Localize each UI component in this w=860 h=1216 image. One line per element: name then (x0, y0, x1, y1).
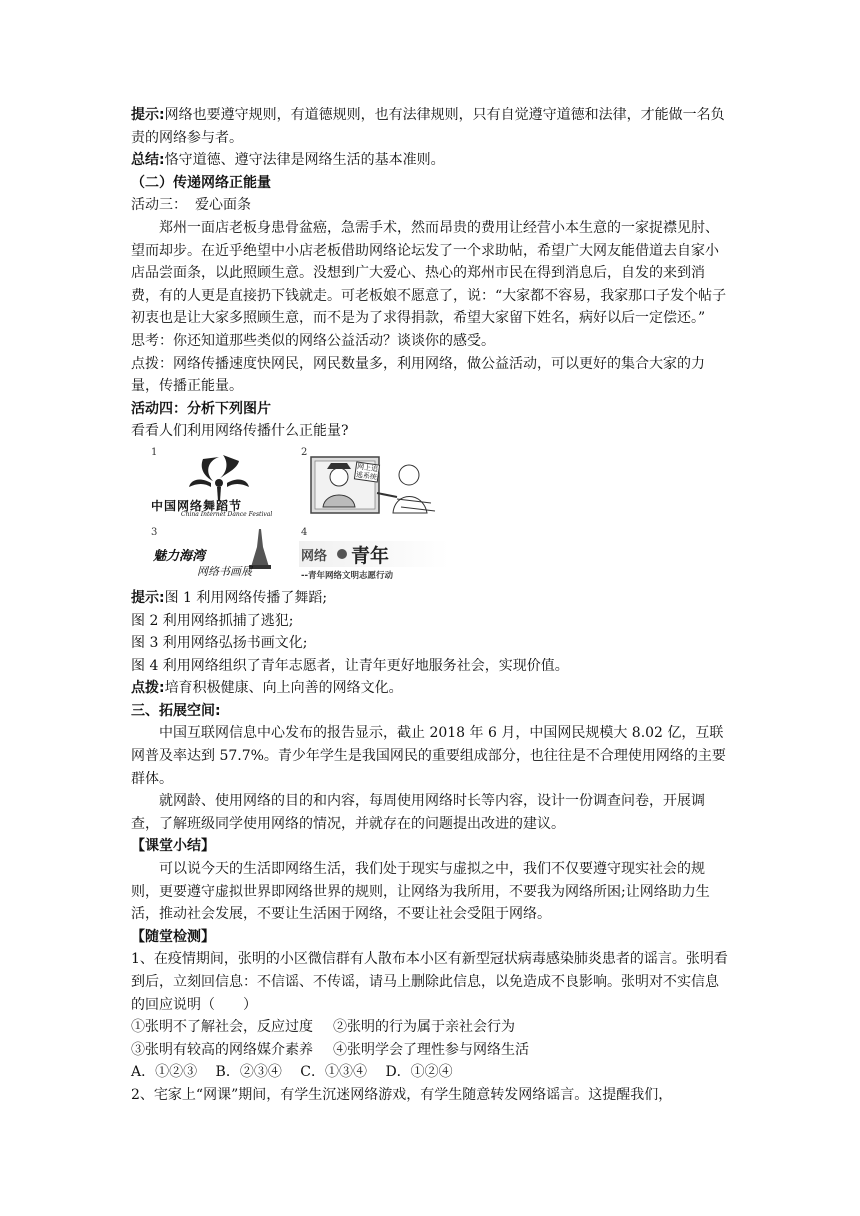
figure-4-banner (299, 541, 449, 567)
figure-4-subtitle: --青年网络文明志愿行动 (301, 570, 394, 581)
question-1: 1、在疫情期间，张明的小区微信群有人散布本小区有新型冠状病毒感染肺炎患者的谣言。张明看到后，立刻回信息：不信谣、不传谣，请马上删除此信息，以免造成不良影响。张明对不实信息的回应说明（ ） (131, 951, 728, 1013)
expand-paragraph-1: 中国互联网信息中心发布的报告显示，截止 2018 年 6 月，中国网民规模大 8.02 亿，互联网普及率达到 57.7%。青少年学生是我国网民的重要组成部分，也往往是不合理使用网络的主要群体。 (131, 725, 726, 787)
figure-2 (297, 447, 447, 519)
figure-number: 2 (301, 446, 308, 458)
class-summary-heading: 【课堂小结】 (131, 838, 215, 855)
figure-3-calligraphy-title: 魅力海湾 (153, 548, 206, 564)
activity-four-question: 看看人们利用网络传播什么正能量? (131, 423, 349, 440)
question-2: 2、宅家上“网课”期间，有学生沉迷网络游戏，有学生随意转发网络谣言。这提醒我们， (131, 1086, 673, 1103)
option-3: ③张明有较高的网络媒介素养 (131, 1041, 313, 1058)
figure-number: 4 (301, 526, 308, 538)
section-heading: （二）传递网络正能量 (131, 174, 271, 191)
activity-three (131, 194, 731, 217)
expand-paragraph-2: 就网龄、使用网络的目的和内容，每周使用网络时长等内容，设计一份调查问卷，开展调查，了解班级同学使用网络的情况，并就存在的问题提出改进的建议。 (131, 793, 705, 832)
document-page (131, 104, 731, 1107)
question-1-options-row-2 (131, 1039, 731, 1062)
point-label: 点拨: (131, 680, 165, 697)
question-1-options-row-1 (131, 1016, 731, 1039)
figure-grid (131, 447, 731, 585)
story-paragraph: 郑州一面店老板身患骨盆癌，急需手术，然而昂贵的费用让经营小本生意的一家捉襟见肘、望而却步。在近乎绝望中小店老板借助网络论坛发了一个求助帖，希望广大网友能借道去自家小店品尝面条，以此照顾生意。没想到广大爱心、热心的郑州市民在得到消息后，自发的来到消费，有的人更是直接扔下钱就走。可老板娘不愿意了，说：“大家都不容易，我家那口子发个帖子初衷也是让大家多照顾生意，而不是为了求得捐款，希望大家留下姓名，病好以后一定偿还。” (131, 219, 727, 327)
option-4: ④张明学会了理性参与网络生活 (333, 1041, 529, 1058)
section-three-heading: 三、拓展空间: (131, 702, 221, 719)
globe-icon (337, 549, 347, 559)
activity-three-label: 活动三： (131, 197, 187, 214)
tip-text: 网络也要遵守规则，有道德规则，也有法律规则，只有自觉遵守道德和法律，才能做一名负责的网络参与者。 (131, 107, 725, 146)
option-1: ①张明不了解社会，反应过度 (131, 1019, 313, 1036)
test-heading: 【随堂检测】 (131, 928, 215, 945)
figure-3-calligraphy-subtitle: 网络书画展 (197, 564, 252, 578)
figure-number: 1 (151, 446, 158, 458)
figure-explanation-text: 图 1 利用网络传播了舞蹈; (164, 589, 328, 606)
activity-four-heading: 活动四：分析下列图片 (131, 400, 271, 417)
tip-paragraph (131, 104, 731, 149)
figure-4 (297, 527, 457, 585)
figure-4-title-youth: 青年 (351, 544, 390, 567)
point-text: 培育积极健康、向上向善的网络文化。 (164, 680, 403, 697)
figure-2-sign: 网上追逃系统 (355, 462, 379, 482)
activity-three-title: 爱心面条 (195, 197, 251, 214)
class-summary-paragraph: 可以说今天的生活即网络生活，我们处于现实与虚拟之中，我们不仅要遵守现实社会的规则，更要遵守虚拟世界即网络世界的规则，让网络为我所用，不要我为网络所困;让网络助力生活，推动社会发展，不要让生活困于网络，不要让社会受阻于网络。 (131, 861, 710, 923)
point-paragraph: 点拨：网络传播速度快网民，网民数量多，利用网络，做公益活动，可以更好的集合大家的力量，传播正能量。 (131, 355, 705, 395)
figure-explanation-2: 图 2 利用网络抓捕了逃犯; (131, 612, 294, 629)
option-2: ②张明的行为属于亲社会行为 (333, 1019, 515, 1036)
summary-label: 总结: (131, 152, 165, 169)
summary-paragraph (131, 149, 731, 172)
point-two (131, 677, 731, 700)
figure-1 (147, 447, 297, 519)
figure-1-logo-text: 中国网络舞蹈节 (151, 498, 243, 513)
figure-4-title-network: 网络 (301, 548, 328, 564)
police-computer-cartoon-icon (297, 447, 447, 519)
figure-explanation-1 (131, 587, 731, 610)
figure-explanation-3: 图 3 利用网络弘扬书画文化; (131, 635, 308, 652)
tip-label: 提示: (131, 589, 165, 606)
figure-number: 3 (151, 526, 158, 538)
figure-explanation-4: 图 4 利用网络组织了青年志愿者，让青年更好地服务社会，实现价值。 (131, 657, 569, 674)
question-1-answers: A．①②③ B．②③④ C．①③④ D．①②④ (131, 1064, 453, 1081)
tip-label: 提示: (131, 107, 165, 123)
think-question: 思考：你还知道那些类似的网络公益活动？谈谈你的感受。 (131, 332, 495, 349)
summary-text: 恪守道德、遵守法律是网络生活的基本准则。 (164, 152, 445, 169)
figure-3 (147, 527, 297, 585)
figure-1-subtitle: China Internet Dance Festival (181, 510, 273, 518)
